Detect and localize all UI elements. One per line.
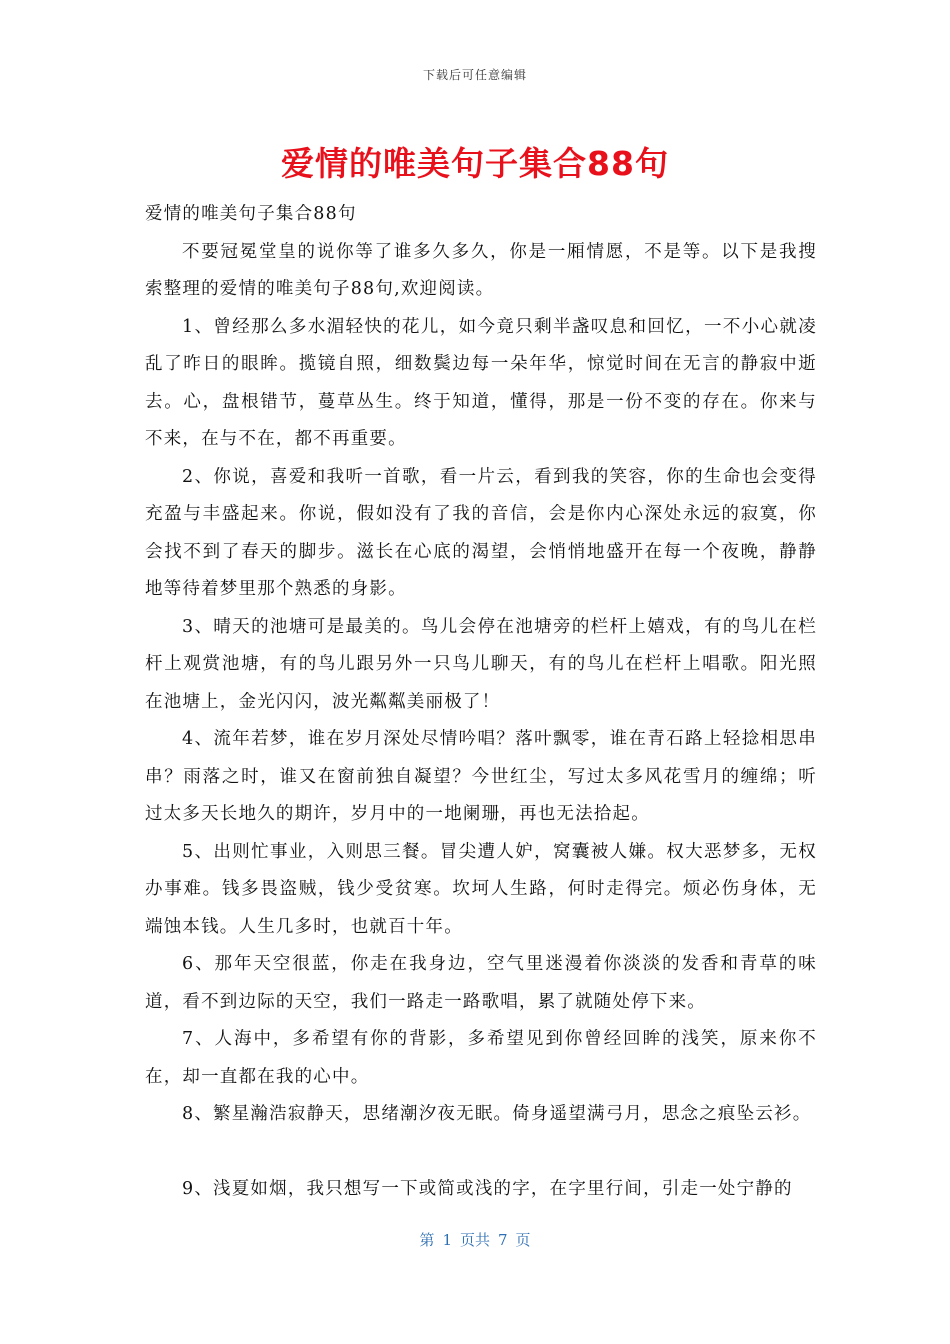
item-paragraph: 8、繁星瀚浩寂静天，思绪潮汐夜无眠。倚身遥望满弓月，思念之痕坠云衫。 xyxy=(182,1104,812,1124)
item-paragraph: 1、曾经那么多水湄轻快的花儿，如今竟只剩半盏叹息和回忆，一不小心就凌乱了昨日的眼眸。揽镜自照，细数鬓边每一朵年华，惊觉时间在无言的静寂中逝去。心，盘根错节，蔓草丛生。终于知道，懂得，那是一份不变的存在。你来与不来，在与不在，都不再重要。 xyxy=(145,316,817,449)
page-label-middle: 页共 xyxy=(459,1231,490,1249)
header-note: 下载后可任意编辑 xyxy=(422,68,527,82)
item-paragraph: 6、那年天空很蓝，你走在我身边，空气里迷漫着你淡淡的发香和青草的味道，看不到边际的天空，我们一路走一路歌唱，累了就随处停下来。 xyxy=(145,954,817,1012)
page-label-suffix: 页 xyxy=(515,1231,531,1249)
item-paragraph: 2、你说，喜爱和我听一首歌，看一片云，看到我的笑容，你的生命也会变得充盈与丰盛起来。你说，假如没有了我的音信，会是你内心深处永远的寂寞，你会找不到了春天的脚步。滋长在心底的渴望，会悄悄地盛开在每一个夜晚，静静地等待着梦里那个熟悉的身影。 xyxy=(145,466,817,599)
item-paragraph: 3、晴天的池塘可是最美的。鸟儿会停在池塘旁的栏杆上嬉戏，有的鸟儿在栏杆上观赏池塘，有的鸟儿跟另外一只鸟儿聊天，有的鸟儿在栏杆上唱歌。阳光照在池塘上，金光闪闪，波光粼粼美丽极了！ xyxy=(145,616,817,712)
intro-paragraph: 不要冠冕堂皇的说你等了谁多久多久，你是一厢情愿，不是等。以下是我搜索整理的爱情的唯美句子88句,欢迎阅读。 xyxy=(145,241,817,299)
item-paragraph: 7、人海中，多希望有你的背影，多希望见到你曾经回眸的浅笑，原来你不在，却一直都在我的心中。 xyxy=(145,1029,817,1087)
page-footer xyxy=(0,1229,950,1250)
document-title: 爱情的唯美句子集合88句 xyxy=(281,144,669,183)
total-pages-number: 7 xyxy=(498,1231,508,1249)
document-body xyxy=(145,196,817,1208)
item-paragraph: 9、浅夏如烟，我只想写一下或简或浅的字，在字里行间，引走一处宁静的 xyxy=(182,1178,793,1199)
document-subtitle: 爱情的唯美句子集合88句 xyxy=(145,204,357,224)
item-paragraph: 5、出则忙事业，入则思三餐。冒尖遭人妒，窝囊被人嫌。权大恶梦多，无权办事难。钱多畏盗贼，钱少受贫寒。坎坷人生路，何时走得完。烦必伤身体，无端蚀本钱。人生几多时，也就百十年。 xyxy=(145,841,817,937)
current-page-number: 1 xyxy=(442,1231,452,1249)
page-label-prefix: 第 xyxy=(419,1231,435,1249)
item-paragraph: 4、流年若梦，谁在岁月深处尽情吟唱？落叶飘零，谁在青石路上轻捻相思串串？雨落之时，谁又在窗前独自凝望？今世红尘，写过太多风花雪月的缠绵；听过太多天长地久的期许，岁月中的一地阑珊，再也无法拾起。 xyxy=(145,729,817,824)
